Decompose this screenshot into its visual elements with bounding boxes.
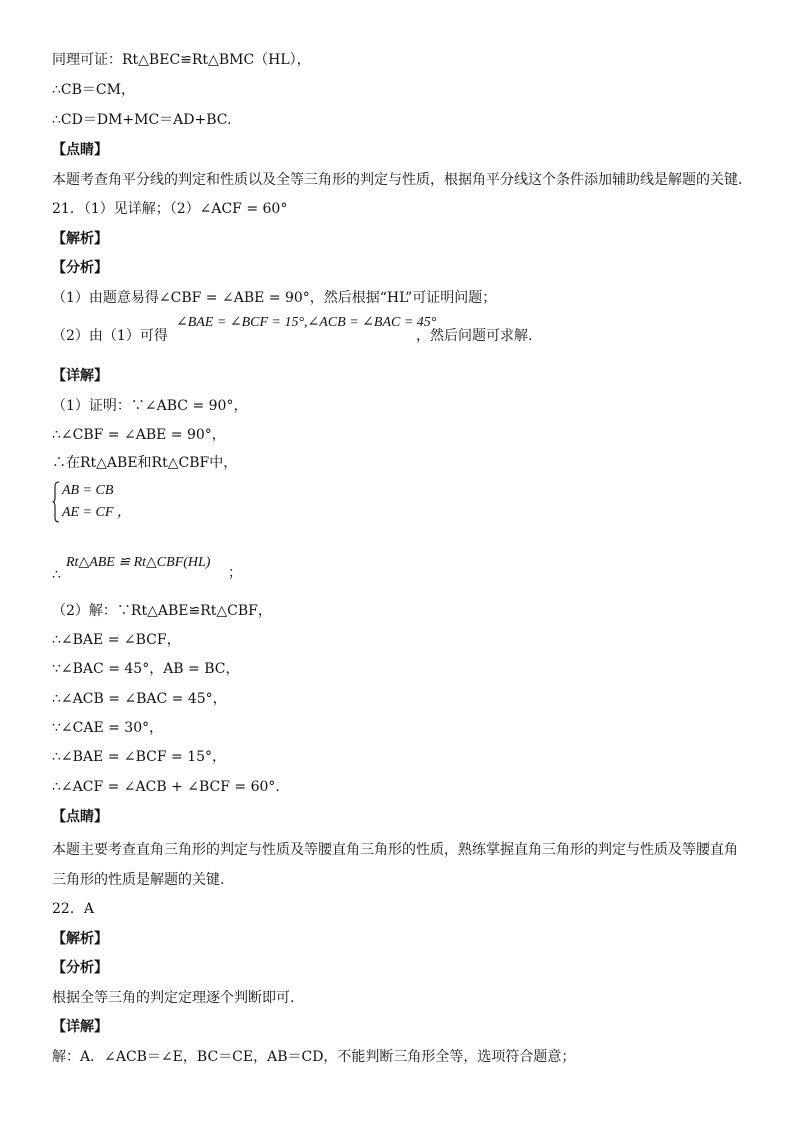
text-line: ∴∠CBF = ∠ABE = 90°， xyxy=(52,427,226,443)
text-line: ∵∠CAE = 30°， xyxy=(52,720,164,736)
text-line: 解：A．∠ACB＝∠E，BC＝CE，AB＝CD，不能判断三角形全等，选项符合题意； xyxy=(52,1049,576,1065)
text-line: ∴∠BAE = ∠BCF， xyxy=(52,632,181,648)
section-heading-xiangjie: 【详解】 xyxy=(52,368,108,384)
text-line: ； xyxy=(228,565,242,581)
text-line: （1）证明：∵∠ABC = 90°， xyxy=(52,398,248,414)
section-heading-fenxi: 【分析】 xyxy=(52,960,108,976)
therefore-symbol: ∴ xyxy=(52,567,61,583)
text-line: 三角形的性质是解题的关键. xyxy=(52,872,225,888)
text-line: ∴∠BAE = ∠BCF = 15°， xyxy=(52,749,227,765)
text-line: （2）解：∵Rt△ABE≌Rt△CBF， xyxy=(52,603,272,619)
text-line: ∴在Rt△ABE和Rt△CBF中， xyxy=(52,455,238,471)
left-brace-icon xyxy=(52,481,60,523)
text-line: 根据全等三角的判定定理逐个判断即可. xyxy=(52,990,295,1006)
equation-line: AE = CF ， xyxy=(62,505,131,520)
text-line: ∴CB＝CM， xyxy=(52,82,135,98)
section-heading-fenxi: 【分析】 xyxy=(52,260,108,276)
text-line: ，然后问题可求解. xyxy=(416,328,533,344)
question-22-answer: 22．A xyxy=(52,901,94,917)
section-heading-jiexi: 【解析】 xyxy=(52,231,108,247)
text-line: ∴CD＝DM+MC＝AD+BC. xyxy=(52,112,232,128)
text-line: （2）由（1）可得 xyxy=(52,328,168,344)
section-heading-dianjing: 【点睛】 xyxy=(52,809,108,825)
section-heading-jiexi: 【解析】 xyxy=(52,931,108,947)
question-21-answer: 21．（1）见详解；（2）∠ACF = 60° xyxy=(52,201,288,217)
text-line: 本题主要考查直角三角形的判定与性质及等腰直角三角形的性质，熟练掌握直角三角形的判定与性质及等腰直角 xyxy=(52,842,738,858)
text-line: （1）由题意易得∠CBF = ∠ABE = 90°，然后根据“HL”可证明问题； xyxy=(52,290,497,306)
text-line: ∴∠ACF = ∠ACB + ∠BCF = 60°. xyxy=(52,779,280,795)
text-line: 本题考查角平分线的判定和性质以及全等三角形的判定与性质，根据角平分线这个条件添加辅助线是解题的关键. xyxy=(52,172,743,188)
text-line: 同理可证：Rt△BEC≌Rt△BMC（HL）， xyxy=(52,52,311,68)
section-heading-xiangjie: 【详解】 xyxy=(52,1019,108,1035)
text-line: ∵∠BAC = 45°，AB = BC， xyxy=(52,661,240,677)
formula: Rt△ABE ≌ Rt△CBF(HL) xyxy=(66,555,211,570)
equation-line: AB = CB xyxy=(62,483,114,498)
section-heading-dianjing: 【点睛】 xyxy=(52,142,108,158)
formula: ∠BAE = ∠BCF = 15°,∠ACB = ∠BAC = 45° xyxy=(176,315,437,330)
text-line: ∴∠ACB = ∠BAC = 45°， xyxy=(52,691,227,707)
